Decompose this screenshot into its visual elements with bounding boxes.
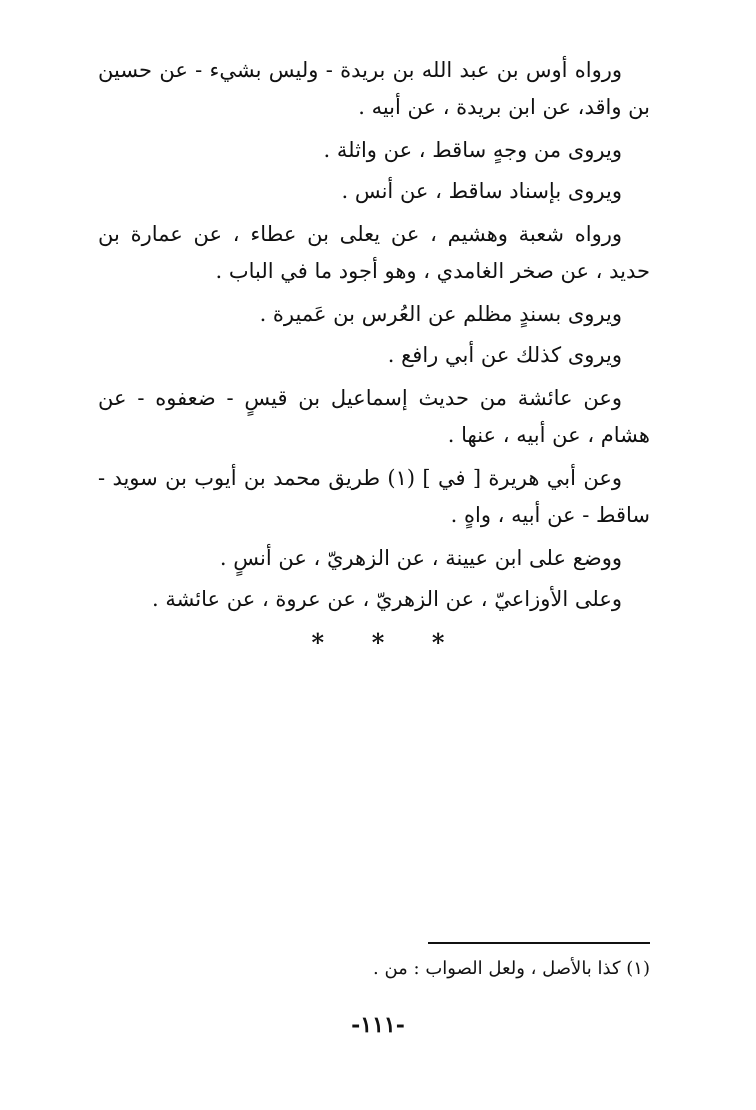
separator-star: *: [371, 628, 385, 657]
paragraph-10: وعلى الأوزاعيّ ، عن الزهريّ ، عن عروة ، عن عائشة .: [151, 587, 622, 611]
footnote: (١) كذا بالأصل ، ولعل الصواب : من .: [373, 958, 650, 979]
paragraph-5: ويروى بسندٍ مظلم عن العُرس بن عَميرة .: [259, 302, 622, 326]
paragraph-8: وعن أبي هريرة [ في ] (١) طريق محمد بن أيوب بن سويد - ساقط - عن أبيه ، واهٍ .: [98, 466, 650, 527]
paragraph-3: ويروى بإسناد ساقط ، عن أنس .: [341, 179, 622, 203]
paragraph-9: ووضع على ابن عيينة ، عن الزهريّ ، عن أنسٍ .: [219, 546, 622, 570]
paragraph-6: ويروى كذلك عن أبي رافع .: [387, 343, 622, 367]
paragraph-2: ويروى من وجهٍ ساقط ، عن واثلة .: [323, 138, 622, 162]
main-text: [98, 52, 650, 624]
footnote-divider: [428, 942, 650, 944]
section-separator: [0, 628, 756, 657]
separator-star: *: [431, 628, 445, 657]
paragraph-7: وعن عائشة من حديث إسماعيل بن قيسٍ - ضعفوه - عن هشام ، عن أبيه ، عنها .: [98, 386, 650, 447]
paragraph-1: ورواه أوس بن عبد الله بن بريدة - وليس بشيء - عن حسين بن واقد، عن ابن بريدة ، عن أبيه .: [98, 58, 650, 119]
page-number: -١١١-: [351, 1012, 405, 1038]
paragraph-4: ورواه شعبة وهشيم ، عن يعلى بن عطاء ، عن عمارة بن حديد ، عن صخر الغامدي ، وهو أجود ما في الباب .: [98, 222, 650, 283]
separator-star: *: [311, 628, 325, 657]
